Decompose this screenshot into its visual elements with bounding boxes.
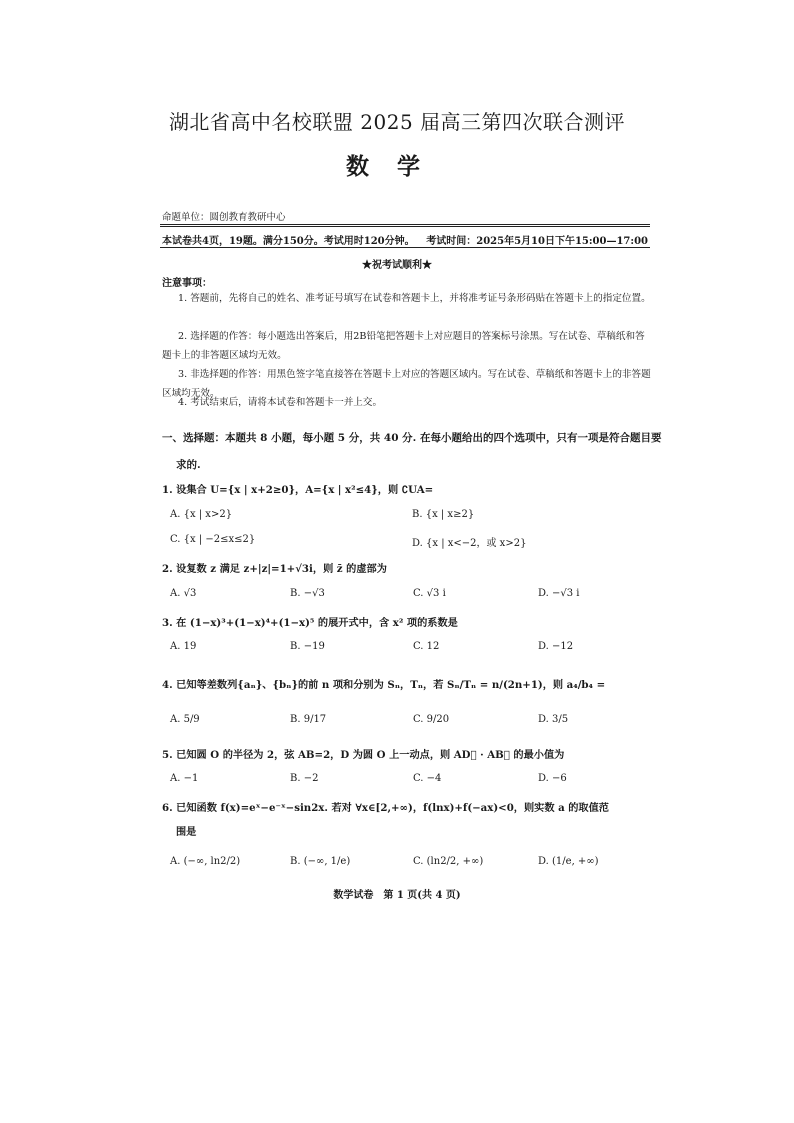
question-4-stem: 4. 已知等差数列{aₙ}、{bₙ}的前 n 项和分别为 Sₙ，Tₙ，若 Sₙ/Tₙ = n/(2n+1)，则 a₄/b₄ = <box>162 679 606 691</box>
page-footer: 数学试卷 第 1 页(共 4 页) <box>333 890 461 901</box>
note-item: 4. 考试结束后，请将本试卷和答题卡一并上交。 <box>178 397 383 408</box>
question-1-option-a: A. {x | x>2} <box>170 509 233 520</box>
question-2-stem: 2. 设复数 z 满足 z+|z|=1+√3i，则 z̄ 的虚部为 <box>162 563 387 575</box>
header-divider-bottom <box>160 226 650 227</box>
question-1-stem: 1. 设集合 U={x | x+2≥0}，A={x | x²≤4}，则 ∁UA= <box>162 484 434 496</box>
section-heading-line2: 求的. <box>176 459 201 471</box>
question-5-option-c: C. −4 <box>413 773 442 784</box>
question-2-option-a: A. √3 <box>170 588 197 599</box>
question-5-option-d: D. −6 <box>538 773 567 784</box>
question-1-option-d: D. {x | x<−2，或 x>2} <box>412 538 527 549</box>
header-divider-top <box>160 224 650 225</box>
info-divider <box>160 247 650 248</box>
question-6-stem-continued: 围是 <box>176 826 197 838</box>
exam-title: 湖北省高中名校联盟 2025 届高三第四次联合测评 <box>168 110 626 134</box>
question-3-stem: 3. 在 (1−x)³+(1−x)⁴+(1−x)⁵ 的展开式中，含 x² 项的系数是 <box>162 617 458 629</box>
exam-info: 本试卷共4页，19题。满分150分。考试用时120分钟。 <box>162 236 415 247</box>
question-5-stem: 5. 已知圆 O 的半径为 2，弦 AB=2，D 为圆 O 上一动点，则 AD⃗ · AB⃗ 的最小值为 <box>162 749 565 761</box>
question-4-option-a: A. 5/9 <box>170 714 200 725</box>
question-1-option-c: C. {x | −2≤x≤2} <box>170 534 256 545</box>
question-3-option-c: C. 12 <box>413 641 440 652</box>
section-heading-line1: 一、选择题：本题共 8 小题，每小题 5 分，共 40 分. 在每小题给出的四个选项中，只有一项是符合题目要 <box>162 432 662 444</box>
question-6-option-b: B. (−∞, 1/e) <box>290 856 351 867</box>
question-4-option-d: D. 3/5 <box>538 714 569 725</box>
note-item: 1. 答题前，先将自己的姓名、准考证号填写在试卷和答题卡上，并将准考证号条形码贴在答题卡上的指定位置。 <box>178 293 651 304</box>
question-6-option-d: D. (1/e, +∞) <box>538 856 599 867</box>
exam-organizer: 命题单位：圆创教育教研中心 <box>162 212 286 223</box>
question-3-option-d: D. −12 <box>538 641 574 652</box>
question-5-option-a: A. −1 <box>170 773 199 784</box>
question-3-option-b: B. −19 <box>290 641 325 652</box>
exam-subject: 数学 <box>346 153 448 180</box>
question-2-option-d: D. −√3 i <box>538 588 580 599</box>
note-item: 3. 非选择题的作答：用黑色签字笔直接答在答题卡上对应的答题区域内。写在试卷、草稿纸和答题卡上的非答题区域均无效。 <box>162 369 651 399</box>
question-6-option-c: C. (ln2/2, +∞) <box>413 856 484 867</box>
question-2-option-c: C. √3 i <box>413 588 446 599</box>
section-heading <box>162 425 662 479</box>
exam-time: 考试时间：2025年5月10日下午15:00—17:00 <box>426 236 648 247</box>
question-1-option-b: B. {x | x≥2} <box>412 509 475 520</box>
question-3-option-a: A. 19 <box>170 641 197 652</box>
question-4-option-b: B. 9/17 <box>290 714 327 725</box>
question-4-option-c: C. 9/20 <box>413 714 450 725</box>
notes-heading: 注意事项： <box>162 278 212 289</box>
good-luck-banner: ★祝考试顺利★ <box>362 260 432 271</box>
question-5-option-b: B. −2 <box>290 773 319 784</box>
question-2-option-b: B. −√3 <box>290 588 325 599</box>
question-6-option-a: A. (−∞, ln2/2) <box>170 856 241 867</box>
question-6-stem: 6. 已知函数 f(x)=eˣ−e⁻ˣ−sin2x. 若对 ∀x∈[2,+∞)，f(lnx)+f(−ax)<0，则实数 a 的取值范 <box>162 802 609 814</box>
note-item: 2. 选择题的作答：每小题选出答案后，用2B铅笔把答题卡上对应题目的答案标号涂黑。写在试卷、草稿纸和答题卡上的非答题区域均无效。 <box>162 331 645 361</box>
